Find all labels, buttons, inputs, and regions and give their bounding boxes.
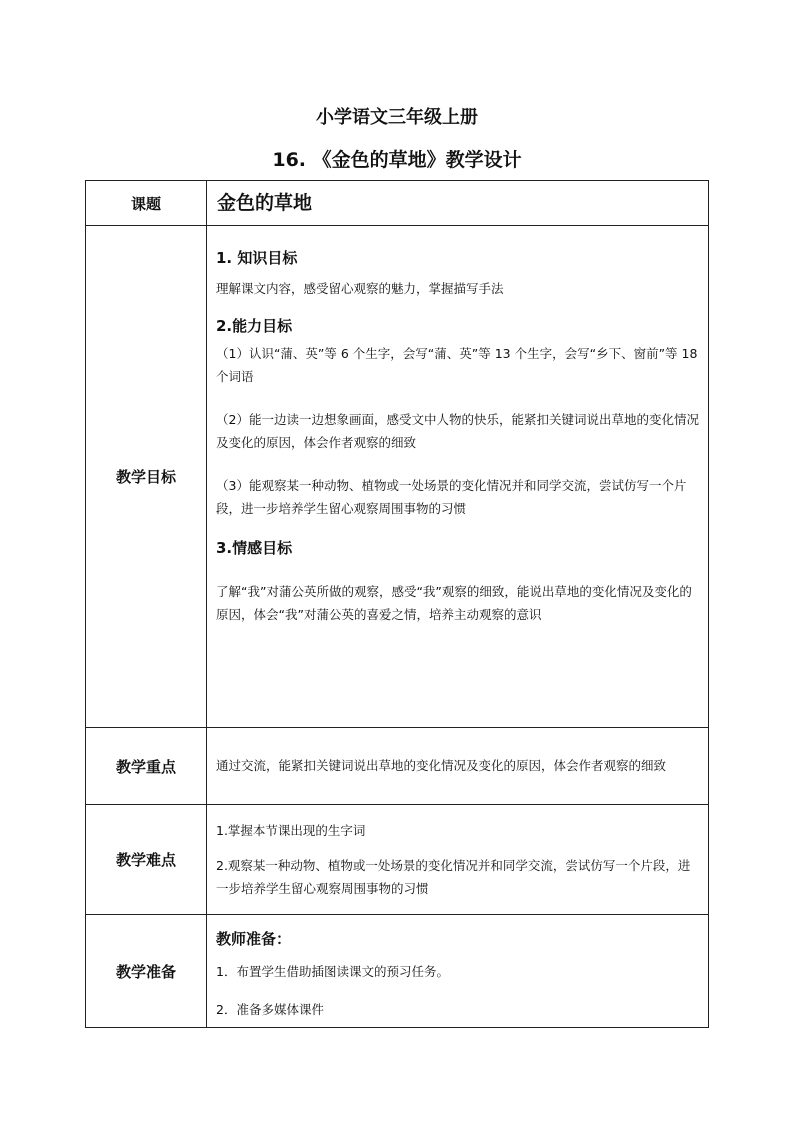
document-subtitle: 16. 《金色的草地》教学设计 <box>272 149 522 171</box>
lesson-plan-table <box>85 180 709 1028</box>
ability-item: （1）认识“蒲、英”等 6 个生字，会写“蒲、英”等 13 个生字，会写“乡下、窗前”等 18 个词语 <box>216 346 698 384</box>
objectives-row <box>86 226 709 728</box>
ability-objective-heading: 2.能力目标 <box>216 317 293 335</box>
preparation-item: 2．准备多媒体课件 <box>216 1002 324 1017</box>
ability-item: （2）能一边读一边想象画面，感受文中人物的快乐，能紧扣关键词说出草地的变化情况及变化的原因，体会作者观察的细致 <box>216 412 699 450</box>
objectives-cell <box>207 226 709 728</box>
preparation-row <box>86 915 709 1028</box>
topic-label: 课题 <box>86 181 207 226</box>
key-points-row <box>86 728 709 805</box>
difficulties-cell <box>207 805 709 915</box>
key-points-label: 教学重点 <box>86 728 207 805</box>
key-points-text: 通过交流，能紧扣关键词说出草地的变化情况及变化的原因，体会作者观察的细致 <box>216 758 667 773</box>
emotion-objective-text: 了解“我”对蒲公英所做的观察，感受“我”观察的细致，能说出草地的变化情况及变化的原因，体会“我”对蒲公英的喜爱之情，培养主动观察的意识 <box>216 584 692 622</box>
objectives-label: 教学目标 <box>86 226 207 728</box>
emotion-objective-heading: 3.情感目标 <box>216 539 293 557</box>
topic-row <box>86 181 709 226</box>
document-title: 小学语文三年级上册 <box>316 107 478 128</box>
preparation-item: 1．布置学生借助插图读课文的预习任务。 <box>216 964 449 979</box>
ability-item: （3）能观察某一种动物、植物或一处场景的变化情况并和同学交流，尝试仿写一个片段，进一步培养学生留心观察周围事物的习惯 <box>216 478 687 516</box>
preparation-cell <box>207 915 709 1028</box>
difficulties-row <box>86 805 709 915</box>
preparation-label: 教学准备 <box>86 915 207 1028</box>
topic-cell <box>207 181 709 226</box>
topic-value: 金色的草地 <box>217 192 313 214</box>
difficulty-item: 2.观察某一种动物、植物或一处场景的变化情况并和同学交流，尝试仿写一个片段，进一步培养学生留心观察周围事物的习惯 <box>216 857 691 896</box>
knowledge-objective-heading: 1. 知识目标 <box>216 249 298 267</box>
teacher-preparation-heading: 教师准备： <box>216 930 292 948</box>
knowledge-objective-text: 理解课文内容，感受留心观察的魅力，掌握描写手法 <box>216 281 504 296</box>
difficulty-item: 1.掌握本节课出现的生字词 <box>216 822 366 838</box>
key-points-cell <box>207 728 709 805</box>
difficulties-label: 教学难点 <box>86 805 207 915</box>
